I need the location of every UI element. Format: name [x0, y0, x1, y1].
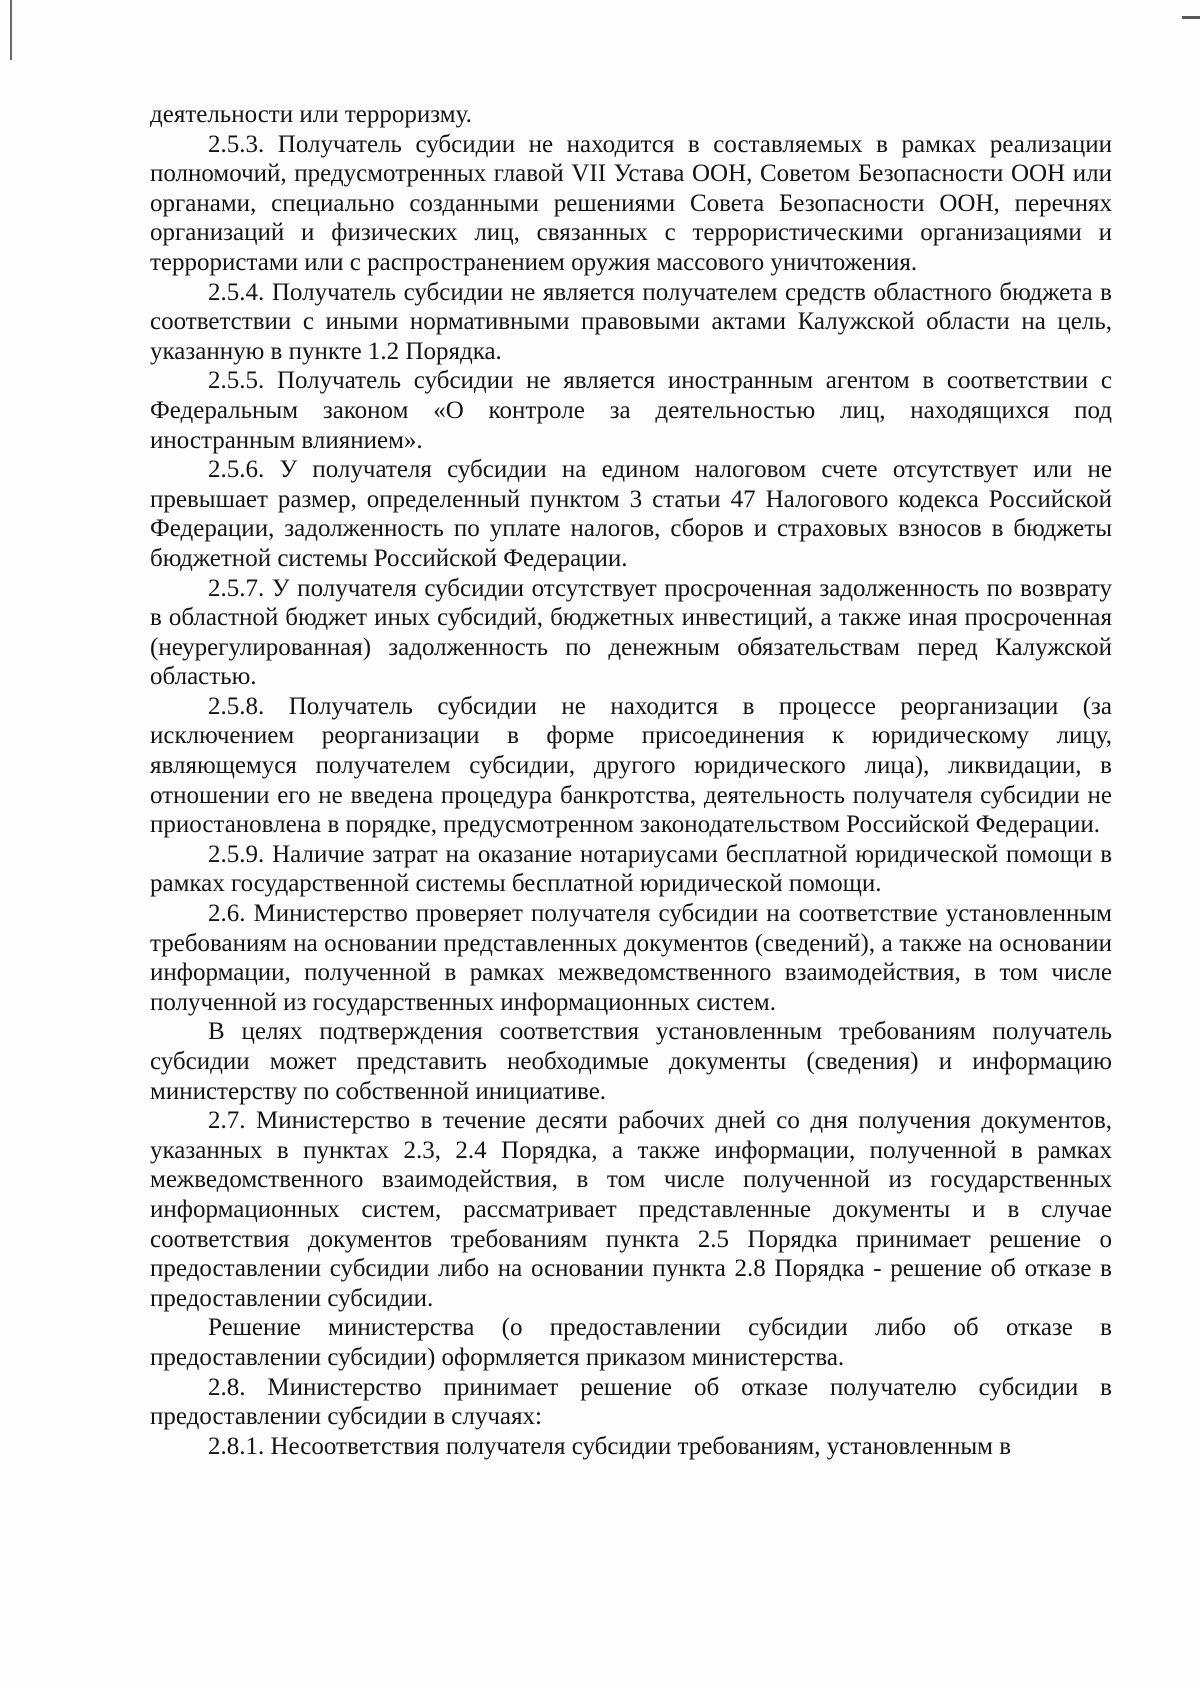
paragraph-2-5-4: 2.5.4. Получатель субсидии не является получателем средств областного бюджета в соответствии с иными нормативными правовыми актами Калужской области на цель, указанную в пункте 1.2 Порядка. [150, 278, 1112, 365]
paragraph-2-7-decision: Решение министерства (о предоставлении субсидии либо об отказе в предоставлении субсидии) оформляется приказом министерства. [150, 1314, 1112, 1371]
paragraph-2-5-9: 2.5.9. Наличие затрат на оказание нотариусами бесплатной юридической помощи в рамках государственной системы бесплатной юридической помощи. [150, 840, 1112, 898]
paragraph-2-5-5: 2.5.5. Получатель субсидии не является иностранным агентом в соответствии с Федеральным законом «О контроле за деятельностью лиц, находящихся под иностранным влиянием». [150, 367, 1112, 454]
paragraph-2-5-7: 2.5.7. У получателя субсидии отсутствует просроченная задолженность по возврату в областной бюджет иных субсидий, бюджетных инвестиций, а также иная просроченная (неурегулированная) задолженность по денежным обязательствам перед Калужской областью. [150, 574, 1112, 691]
paragraph-2-5-8: 2.5.8. Получатель субсидии не находится в процессе реорганизации (за исключением реорганизации в форме присоединения к юридическому лицу, являющемуся получателем субсидии, другого юридического лица), ликвидации, в отношении его не введена процедура банкротства, деятельность получателя субсидии не приостановлена в порядке, предусмотренном законодательством Российской Федерации. [150, 692, 1112, 839]
paragraph-2-6: 2.6. Министерство проверяет получателя субсидии на соответствие установленным требованиям на основании представленных документов (сведений), а также на основании информации, полученной в рамках межведомственного взаимодействия, в том числе полученной из государственных информационных систем. [150, 900, 1112, 1016]
paragraph-2-7: 2.7. Министерство в течение десяти рабочих дней со дня получения документов, указанных в пунктах 2.3, 2.4 Порядка, а также информации, полученной в рамках межведомственного взаимодействия, в том числе полученной из государственных информационных систем, рассматривает представленные документы и в случае соответствия документов требованиям пункта 2.5 Порядка принимает решение о предоставлении субсидии либо на основании пункта 2.8 Порядка - решение об отказе в предоставлении субсидии. [150, 1107, 1112, 1312]
paragraph-2-6-note: В целях подтверждения соответствия установленным требованиям получатель субсидии может представить необходимые документы (сведения) и информацию министерству по собственной инициативе. [150, 1018, 1112, 1105]
paragraph-2-5-3: 2.5.3. Получатель субсидии не находится в составляемых в рамках реализации полномочий, предусмотренных главой VII Устава ООН, Советом Безопасности ООН или органами, специально созданными решениями Совета Безопасности ООН, перечнях организаций и физических лиц, связанных с террористическими организациями и террористами или с распространением оружия массового уничтожения. [150, 130, 1112, 276]
paragraph-continuation: деятельности или терроризму. [150, 101, 472, 128]
paragraph-2-8: 2.8. Министерство принимает решение об отказе получателю субсидии в предоставлении субсидии в случаях: [150, 1373, 1112, 1431]
corner-scan-mark [1182, 16, 1200, 19]
paragraph-2-8-1: 2.8.1. Несоответствия получателя субсидии требованиям, установленным в [208, 1432, 1012, 1460]
paragraph-2-5-6: 2.5.6. У получателя субсидии на едином налоговом счете отсутствует или не превышает размер, определенный пунктом 3 статьи 47 Налогового кодекса Российской Федерации, задолженность по уплате налогов, сборов и страховых взносов в бюджеты бюджетной системы Российской Федерации. [150, 456, 1112, 572]
page-edge-mark [10, 0, 12, 60]
document-body [150, 100, 1112, 1461]
